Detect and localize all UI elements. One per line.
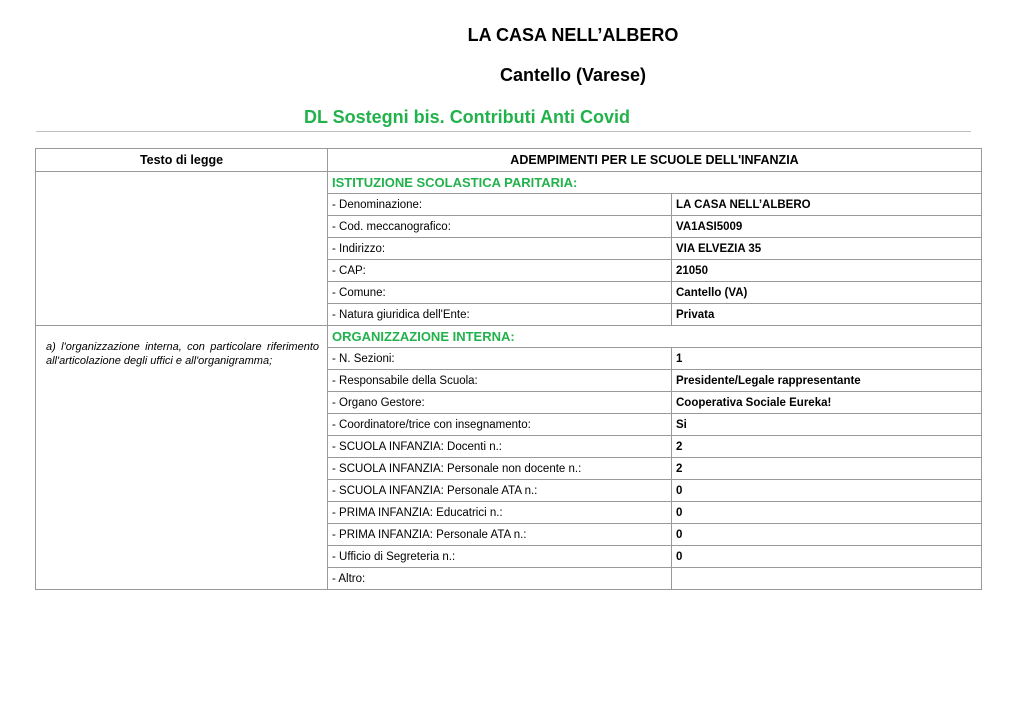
field-label: - CAP: bbox=[328, 260, 672, 282]
field-label: - Coordinatore/trice con insegnamento: bbox=[328, 414, 672, 436]
document-location: Cantello (Varese) bbox=[499, 65, 647, 85]
column-header-law: Testo di legge bbox=[36, 149, 328, 172]
field-label: - SCUOLA INFANZIA: Personale ATA n.: bbox=[328, 480, 672, 502]
field-value: Si bbox=[672, 414, 982, 436]
law-text-cell: a) l'organizzazione interna, con particolare riferimento all'articolazione degli uffici e all'organigramma; bbox=[36, 326, 328, 590]
field-label: - Altro: bbox=[328, 568, 672, 590]
field-label: - Natura giuridica dell'Ente: bbox=[328, 304, 672, 326]
field-label: - Indirizzo: bbox=[328, 238, 672, 260]
field-value: VIA ELVEZIA 35 bbox=[672, 238, 982, 260]
field-value: 2 bbox=[672, 436, 982, 458]
field-value: 2 bbox=[672, 458, 982, 480]
column-header-duties: ADEMPIMENTI PER LE SCUOLE DELL'INFANZIA bbox=[328, 149, 982, 172]
field-label: - Responsabile della Scuola: bbox=[328, 370, 672, 392]
duties-table bbox=[35, 148, 982, 590]
field-value: Cantello (VA) bbox=[672, 282, 982, 304]
field-label: - PRIMA INFANZIA: Educatrici n.: bbox=[328, 502, 672, 524]
field-label: - Comune: bbox=[328, 282, 672, 304]
field-label: - N. Sezioni: bbox=[328, 348, 672, 370]
field-value: Privata bbox=[672, 304, 982, 326]
field-label: - Cod. meccanografico: bbox=[328, 216, 672, 238]
section-header-row bbox=[36, 326, 982, 348]
field-value: 1 bbox=[672, 348, 982, 370]
law-text-cell bbox=[36, 172, 328, 326]
field-label: - PRIMA INFANZIA: Personale ATA n.: bbox=[328, 524, 672, 546]
field-value: 0 bbox=[672, 480, 982, 502]
field-label: - SCUOLA INFANZIA: Docenti n.: bbox=[328, 436, 672, 458]
field-label: - Organo Gestore: bbox=[328, 392, 672, 414]
header-divider bbox=[36, 131, 971, 132]
field-label: - Ufficio di Segreteria n.: bbox=[328, 546, 672, 568]
table-body bbox=[36, 172, 982, 590]
field-value: VA1ASI5009 bbox=[672, 216, 982, 238]
field-value: 0 bbox=[672, 502, 982, 524]
section-title: ORGANIZZAZIONE INTERNA: bbox=[328, 326, 982, 348]
document-subtitle: DL Sostegni bis. Contributi Anti Covid bbox=[304, 107, 630, 127]
section-header-row bbox=[36, 172, 982, 194]
field-value bbox=[672, 568, 982, 590]
field-value: 0 bbox=[672, 546, 982, 568]
field-value: 21050 bbox=[672, 260, 982, 282]
field-value: 0 bbox=[672, 524, 982, 546]
field-value: Cooperativa Sociale Eureka! bbox=[672, 392, 982, 414]
section-title: ISTITUZIONE SCOLASTICA PARITARIA: bbox=[328, 172, 982, 194]
field-value: LA CASA NELL’ALBERO bbox=[672, 194, 982, 216]
field-value: Presidente/Legale rappresentante bbox=[672, 370, 982, 392]
field-label: - SCUOLA INFANZIA: Personale non docente n.: bbox=[328, 458, 672, 480]
field-label: - Denominazione: bbox=[328, 194, 672, 216]
document-title: LA CASA NELL’ALBERO bbox=[467, 25, 679, 45]
